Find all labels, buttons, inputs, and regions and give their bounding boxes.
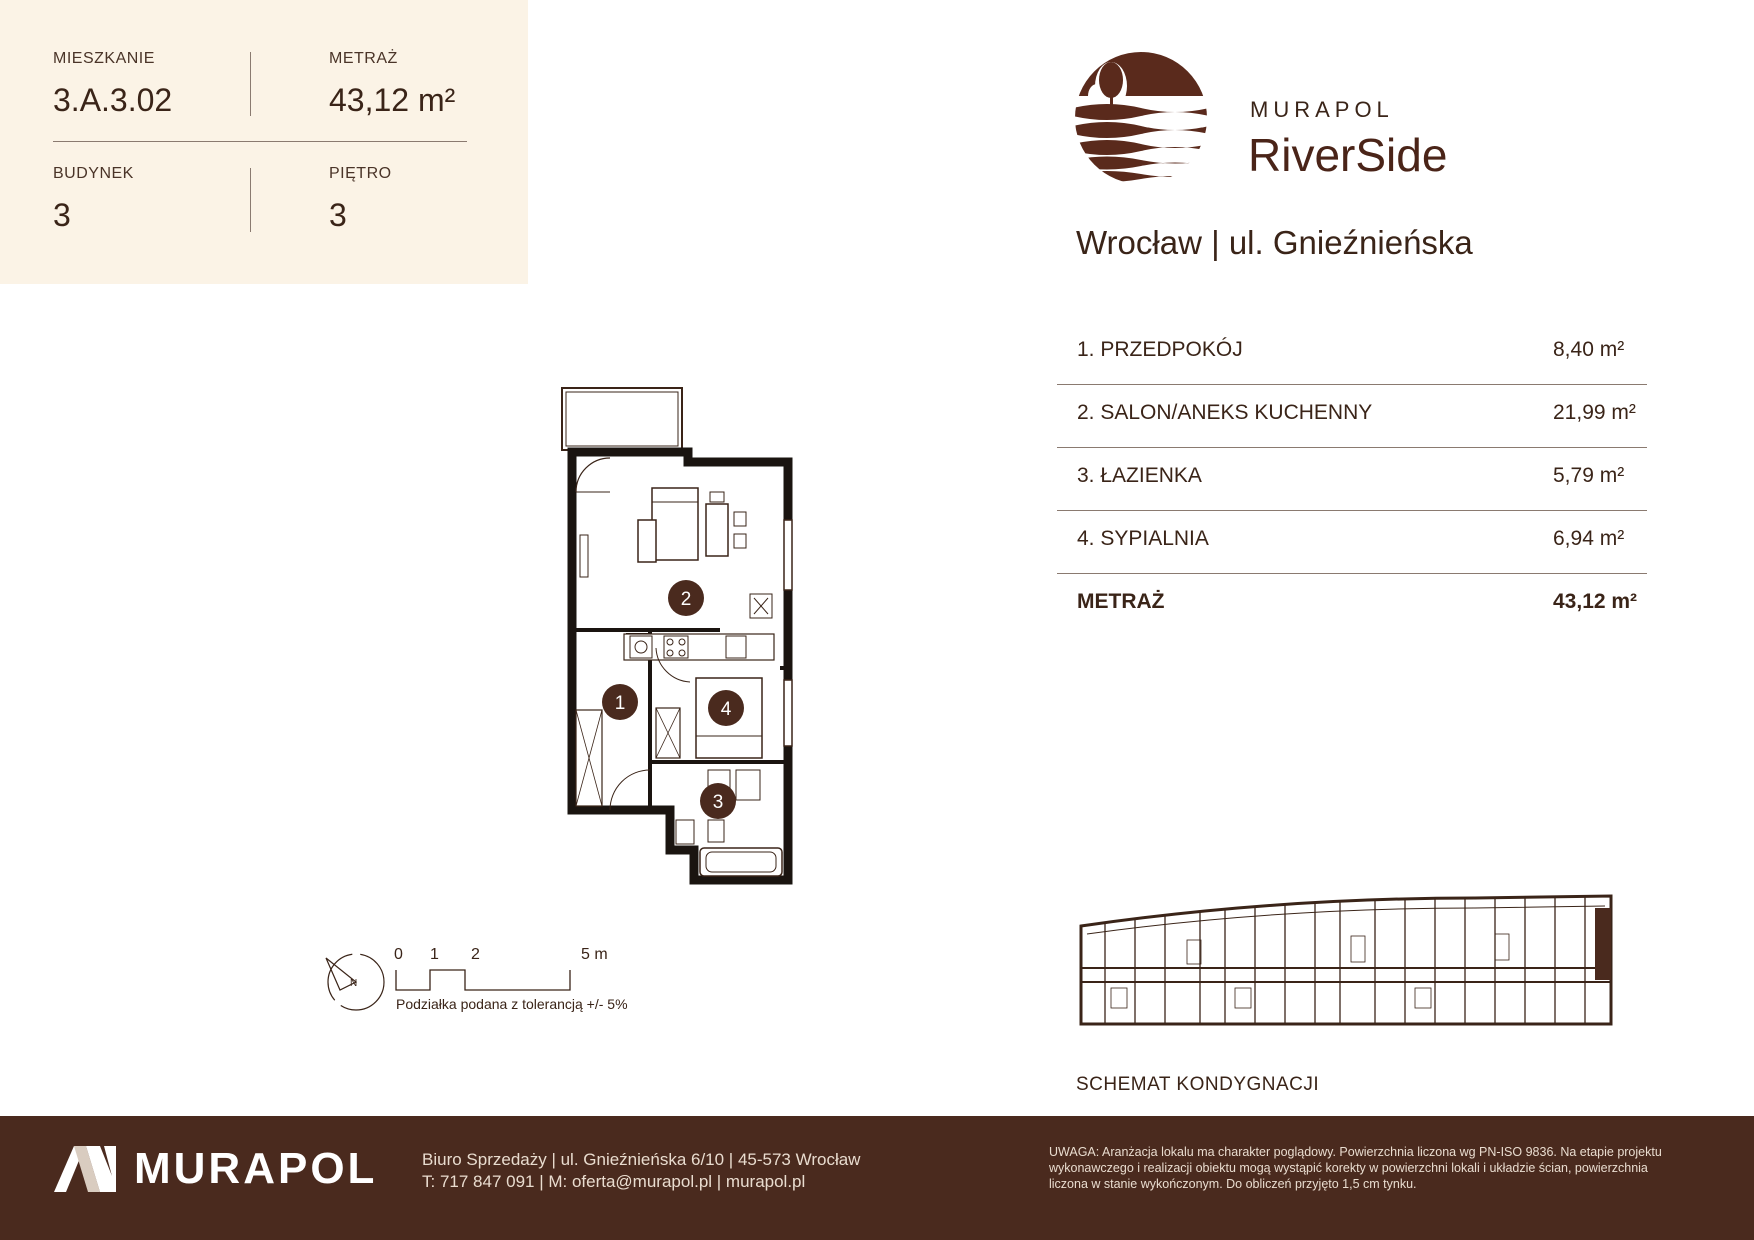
floor-schema xyxy=(1075,890,1625,1032)
apartment-label: MIESZKANIE xyxy=(53,50,155,67)
svg-text:N: N xyxy=(350,978,358,989)
room-name: 2. SALON/ANEKS KUCHENNY xyxy=(1077,401,1373,424)
room-name: 1. PRZEDPOKÓJ xyxy=(1077,338,1243,361)
building-label: BUDYNEK xyxy=(53,165,134,182)
floor-label: PIĘTRO xyxy=(329,165,392,182)
room-marker-label: 2 xyxy=(680,589,692,610)
murapol-logo-icon xyxy=(54,1146,116,1192)
brand-small: MURAPOL xyxy=(1250,97,1394,122)
floor-cell xyxy=(329,165,392,234)
room-name: 3. ŁAZIENKA xyxy=(1077,464,1202,487)
scale-tick: 1 xyxy=(430,946,439,963)
scale-note: Podziałka podana z tolerancją +/- 5% xyxy=(396,996,628,1012)
address: Wrocław | ul. Gnieźnieńska xyxy=(1076,224,1473,261)
footer-address: Biuro Sprzedaży | ul. Gnieźnieńska 6/10 | 45-573 Wrocław xyxy=(422,1150,861,1169)
divider xyxy=(53,141,467,142)
room-marker-label: 1 xyxy=(614,693,626,714)
apartment-value: 3.A.3.02 xyxy=(53,82,173,118)
room-marker xyxy=(602,684,638,720)
room-row xyxy=(1057,322,1647,385)
schema-label: SCHEMAT KONDYGNACJI xyxy=(1076,1074,1320,1095)
footer-notice: UWAGA: Aranżacja lokalu ma charakter poglądowy. Powierzchnia liczona wg PN-ISO 9836. Na etapie projektu wykonawczego i realizacji obiektu mogą wystąpić korekty w powierzchni lokali i układzie ścian, powierzchnia liczona w stanie wykończonym. Do obliczeń przyjęto 1,5 cm tynku. xyxy=(1049,1145,1662,1191)
divider xyxy=(250,168,251,232)
divider xyxy=(250,52,251,116)
brand-title: RiverSide xyxy=(1248,129,1448,181)
room-area: 6,94 m² xyxy=(1553,527,1625,550)
building-cell xyxy=(53,165,134,234)
footer xyxy=(0,1116,1754,1240)
building-value: 3 xyxy=(53,197,71,233)
room-row xyxy=(1057,511,1647,574)
room-table xyxy=(1057,322,1647,636)
floor-plan xyxy=(540,380,810,890)
scale-tick: 0 xyxy=(394,946,403,963)
total-label: METRAŻ xyxy=(1077,590,1165,613)
highlighted-unit xyxy=(1595,908,1611,980)
apartment-info-card xyxy=(0,0,528,284)
scale-tick: 2 xyxy=(471,946,480,963)
floor-value: 3 xyxy=(329,197,347,233)
area-cell xyxy=(329,50,455,119)
footer-brand: MURAPOL xyxy=(134,1144,378,1193)
room-area: 5,79 m² xyxy=(1553,464,1625,487)
room-marker-label: 3 xyxy=(712,792,724,813)
total-row xyxy=(1057,574,1647,636)
riverside-logo-icon xyxy=(1073,50,1209,186)
room-marker xyxy=(700,783,736,819)
area-value: 43,12 m² xyxy=(329,82,456,118)
room-row xyxy=(1057,385,1647,448)
room-marker-label: 4 xyxy=(720,699,732,720)
area-label: METRAŻ xyxy=(329,50,398,67)
room-area: 8,40 m² xyxy=(1553,338,1625,361)
room-marker xyxy=(668,580,704,616)
footer-contact[interactable]: T: 717 847 091 | M: oferta@murapol.pl | murapol.pl xyxy=(422,1172,806,1191)
scale-tick: 5 m xyxy=(581,946,608,963)
room-name: 4. SYPIALNIA xyxy=(1077,527,1209,550)
total-area: 43,12 m² xyxy=(1553,590,1638,613)
room-marker xyxy=(708,690,744,726)
room-row xyxy=(1057,448,1647,511)
apartment-cell xyxy=(53,50,172,119)
room-area: 21,99 m² xyxy=(1553,401,1636,424)
